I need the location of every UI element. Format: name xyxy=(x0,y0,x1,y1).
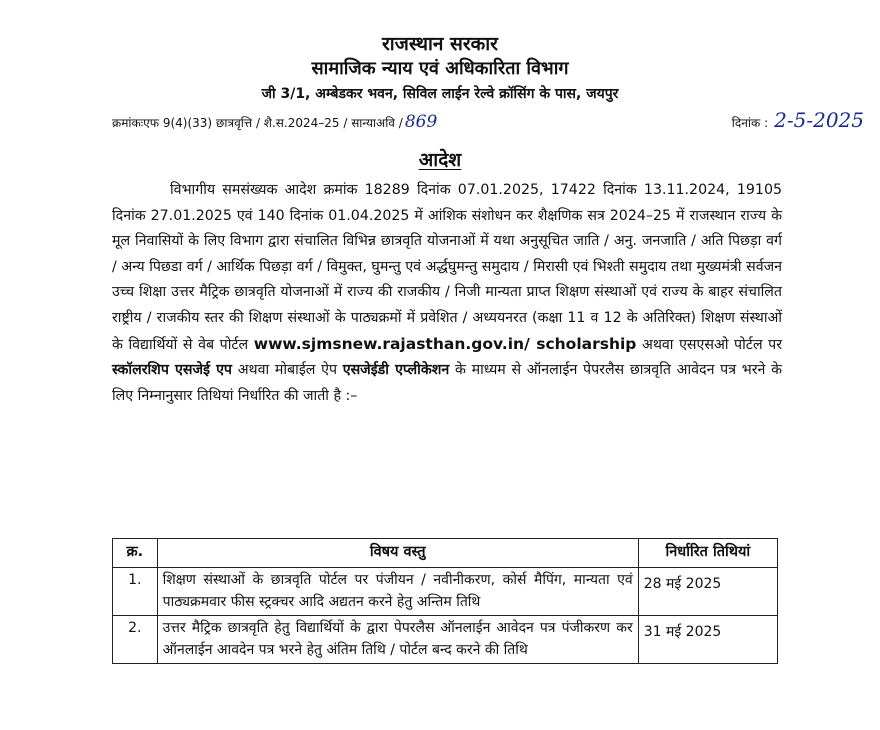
body-text-part-1: विभागीय समसंख्यक आदेश क्रमांक 18289 दिनांक 07.01.2025, 17422 दिनांक 13.11.2024, 19105 दिनांक 27.01.2025 एवं 140 दिनांक 01.04.2025 में आंशिक संशोधन कर शैक्षणिक सत्र 2024–25 में राजस्थान राज्य के मूल निवासियों के लिए विभाग द्वारा संचालित विभिन्न छात्रवृति योजनाओं में यथा अनुसूचित जाति / अनु. जनजाति / अति पिछड़ा वर्ग / अन्य पिछडा वर्ग / आर्थिक पिछड़ा वर्ग / विमुक्त, घुमन्तु एवं अर्द्धघुमन्तु समुदाय / मिरासी एवं भिश्ती समुदाय तथा मुख्यमंत्री सर्वजन उच्च शिक्षा उत्तर मैट्रिक छात्रवृति योजनाओं में राज्य की राजकीय / निजी मान्यता प्राप्त शिक्षण संस्थाओं एवं राज्य के बाहर संचालित राष्ट्रीय / राजकीय स्तर की शिक्षण संस्थाओं के पाठ्यक्रमों में प्रवेशित / अध्ययनरत (कक्षा 11 व 12 के अतिरिक्त) शिक्षण संस्थाओं के विद्यार्थियों से वेब पोर्टल xyxy=(112,182,782,353)
order-heading-text: आदेश xyxy=(418,149,462,171)
order-body-paragraph xyxy=(112,178,782,409)
body-text-part-2: अथवा एसएसओ पोर्टल पर xyxy=(642,336,783,353)
row-serial: 1. xyxy=(113,568,158,616)
handwritten-reference-number: 869 xyxy=(404,112,438,132)
reference-number xyxy=(112,112,437,132)
scholarship-app-name: स्कॉलरशिप एसजेई एप xyxy=(112,362,232,379)
handwritten-date: 2-5-2025 xyxy=(774,108,864,132)
row-date: 31 मई 2025 xyxy=(638,616,777,664)
row-subject: उत्तर मैट्रिक छात्रवृति हेतु विद्यार्थियों के द्वारा पेपरलैस ऑनलाईन आवेदन पत्र पंजीकरण कर ऑनलाईन आवदेन पत्र भरने हेतु अंतिम तिथि / पोर्टल बन्द करने की तिथि xyxy=(157,616,638,664)
table-header-row xyxy=(113,539,778,568)
reference-number-text: क्रमांकःएफ 9(4)(33) छात्रवृत्ति / शै.स.2024–25 / सान्याअवि / xyxy=(112,116,403,130)
schedule-table xyxy=(112,538,778,664)
date-block xyxy=(732,108,864,132)
sjed-application-name: एसजेईडी एप्लीकेशन xyxy=(342,362,450,379)
portal-url: www.sjmsnew.rajasthan.gov.in/ scholarship xyxy=(253,334,637,353)
row-date: 28 मई 2025 xyxy=(638,568,777,616)
department-address: जी 3/1, अम्बेडकर भवन, सिविल लाईन रेल्वे क्रॉसिंग के पास, जयपुर xyxy=(261,86,619,102)
table-row xyxy=(113,568,778,616)
date-label: दिनांक : xyxy=(731,116,769,130)
department-title: सामाजिक न्याय एवं अधिकारिता विभाग xyxy=(311,58,569,79)
header-dates: निर्धारित तिथियां xyxy=(638,539,777,568)
header-subject: विषय वस्तु xyxy=(157,539,638,568)
body-text-part-3: अथवा मोबाईल ऐप xyxy=(237,362,338,379)
government-title: राजस्थान सरकार xyxy=(382,33,498,55)
header-serial: क्र. xyxy=(113,539,158,568)
body-text-part-4: के माध्यम से ऑनलाईन पेपरलैस छात्रवृति आवेदन पत्र भरने के लिए निम्नानुसार तिथियां निर्धारित की जाती है :– xyxy=(112,362,783,404)
row-serial: 2. xyxy=(113,616,158,664)
table-row xyxy=(113,616,778,664)
reference-row xyxy=(112,108,864,130)
row-subject: शिक्षण संस्थाओं के छात्रवृति पोर्टल पर पंजीयन / नवीनीकरण, कोर्स मैपिंग, मान्यता एवं पाठ्यक्रमवार फीस स्ट्रक्चर आदि अद्यतन करने हेतु अन्तिम तिथि xyxy=(157,568,638,616)
order-heading xyxy=(0,146,880,172)
